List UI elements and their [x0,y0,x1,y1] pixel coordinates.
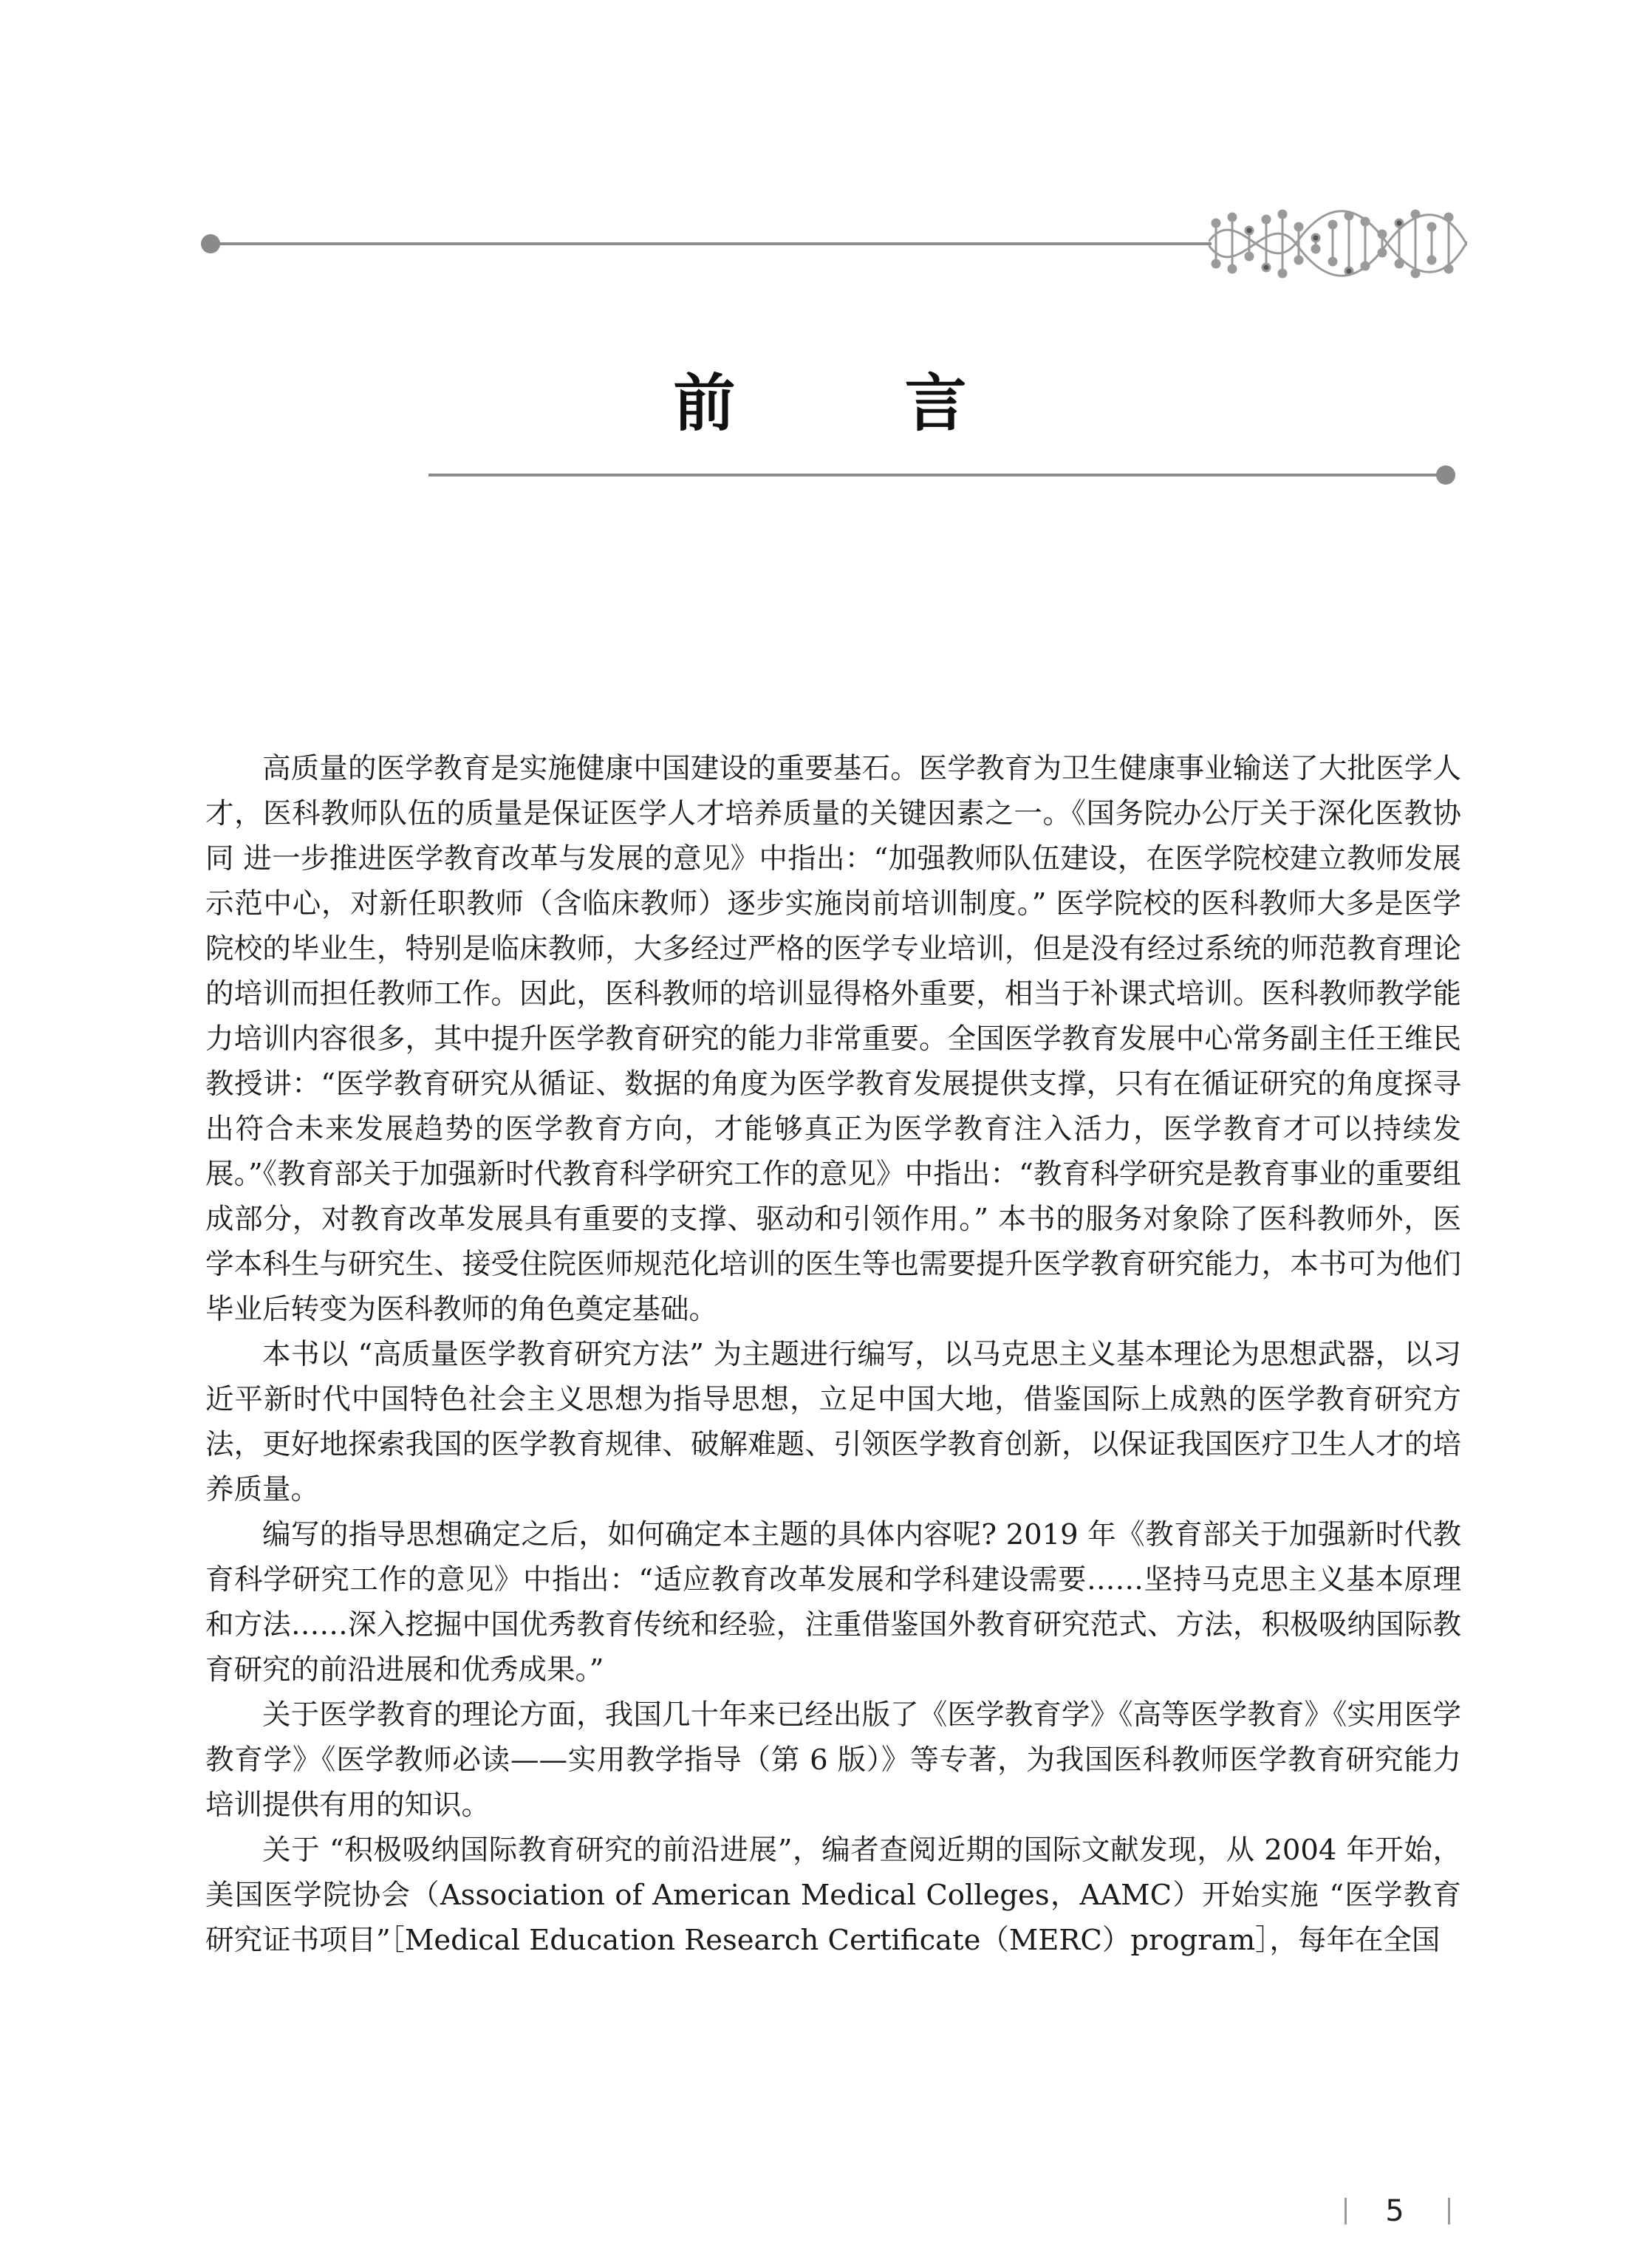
title-rule [428,474,1448,477]
header-rule [214,242,1212,245]
preface-body [205,746,1461,1963]
footer-divider-right [1448,2198,1450,2224]
title-rule-right-dot [1436,465,1455,485]
page-title: 前 言 [673,367,1041,440]
paragraph: 本书以 “高质量医学教育研究方法” 为主题进行编写，以马克思主义基本理论为思想武器，以习近平新时代中国特色社会主义思想为指导思想，立足中国大地，借鉴国际上成熟的医学教育研究方法，更好地探索我国的医学教育规律、破解难题、引领医学教育创新，以保证我国医疗卫生人才的培养质量。 [205,1338,1461,1506]
paragraph: 编写的指导思想确定之后，如何确定本主题的具体内容呢? 2019 年《教育部关于加强新时代教育科学研究工作的意见》中指出：“适应教育改革发展和学科建设需要……坚持马克思主义基本原理和方法……深入挖掘中国优秀教育传统和经验，注重借鉴国外教育研究范式、方法，积极吸纳国际教育研究的前沿进展和优秀成果。” [205,1518,1461,1687]
page-number: 5 [1385,2194,1404,2228]
paragraph: 关于 “积极吸纳国际教育研究的前沿进展”，编者查阅近期的国际文献发现，从 2004 年开始，美国医学院协会（Association of American Medical Colleges，AAMC）开始实施 “医学教育研究证书项目”［Medical Education Research Certificate（MERC）program］，每年在全国 [205,1834,1461,1957]
paragraph: 关于医学教育的理论方面，我国几十年来已经出版了《医学教育学》《高等医学教育》《实用医学教育学》《医学教师必读——实用教学指导（第 6 版）》等专著，为我国医科教师医学教育研究能力培训提供有用的知识。 [205,1698,1461,1822]
footer-divider-left [1345,2198,1347,2224]
paragraph: 高质量的医学教育是实施健康中国建设的重要基石。医学教育为卫生健康事业输送了大批医学人才，医科教师队伍的质量是保证医学人才培养质量的关键因素之一。《国务院办公厅关于深化医教协同 进一步推进医学教育改革与发展的意见》中指出：“加强教师队伍建设，在医学院校建立教师发展示范中心，对新任职教师（含临床教师）逐步实施岗前培训制度。” 医学院校的医科教师大多是医学院校的毕业生，特别是临床教师，大多经过严格的医学专业培训，但是没有经过系统的师范教育理论的培训而担任教师工作。因此，医科教师的培训显得格外重要，相当于补课式培训。医科教师教学能力培训内容很多，其中提升医学教育研究的能力非常重要。全国医学教育发展中心常务副主任王维民教授讲：“医学教育研究从循证、数据的角度为医学教育发展提供支撑，只有在循证研究的角度探寻出符合未来发展趋势的医学教育方向，才能够真正为医学教育注入活力，医学教育才可以持续发展。”《教育部关于加强新时代教育科学研究工作的意见》中指出：“教育科学研究是教育事业的重要组成部分，对教育改革发展具有重要的支撑、驱动和引领作用。” 本书的服务对象除了医科教师外，医学本科生与研究生、接受住院医师规范化培训的医生等也需要提升医学教育研究能力，本书可为他们毕业后转变为医科教师的角色奠定基础。 [205,752,1461,1326]
dna-helix-icon [1209,208,1467,279]
